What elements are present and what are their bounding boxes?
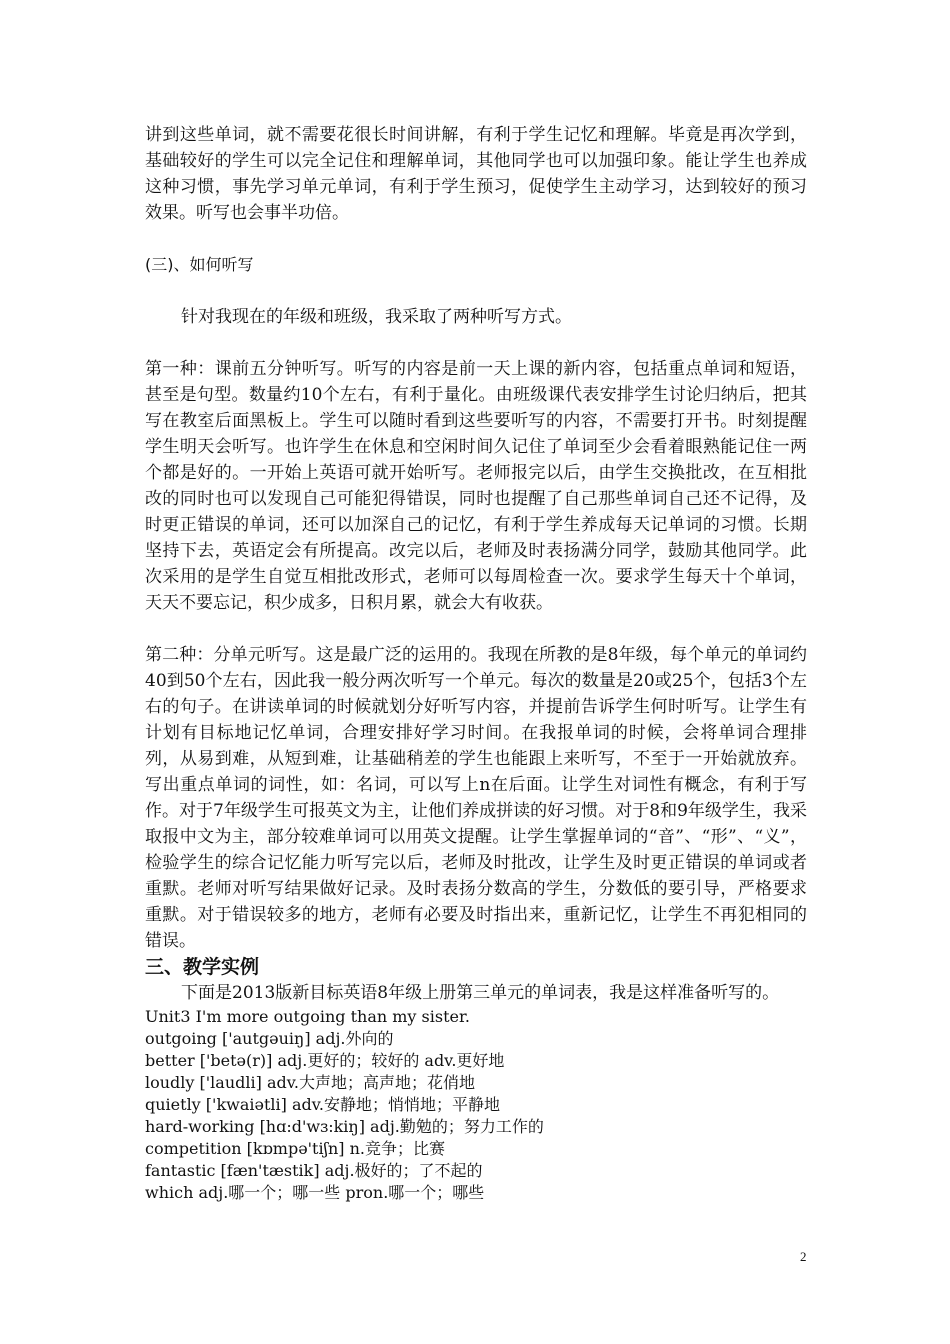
vocab-line: Unit3 I'm more outgoing than my sister. [145, 1007, 470, 1026]
paragraph-two-methods: 针对我现在的年级和班级，我采取了两种听写方式。 [181, 307, 572, 327]
vocab-line: competition [kɒmpə'tiʃn] n.竞争；比赛 [145, 1139, 445, 1158]
page-content [145, 122, 807, 1204]
vocab-line: hard-working [hɑ:d'wɜ:kiŋ] adj.勤勉的；努力工作的 [145, 1117, 544, 1136]
paragraph-intro: 讲到这些单词，就不需要花很长时间讲解，有利于学生记忆和理解。毕竟是再次学到，基础较好的学生可以完全记住和理解单词，其他同学也可以加强印象。能让学生也养成这种习惯，事先学习单元单词，有利于学生预习，促使学生主动学习，达到较好的预习效果。听写也会事半功倍。 [145, 125, 807, 223]
vocab-line: which adj.哪一个；哪一些 pron.哪一个；哪些 [145, 1183, 485, 1202]
vocab-line: loudly ['laudli] adv.大声地；高声地；花俏地 [145, 1073, 475, 1092]
vocab-line: outgoing ['autgəuiŋ] adj.外向的 [145, 1029, 394, 1048]
paragraph-example-intro: 下面是2013版新目标英语8年级上册第三单元的单词表，我是这样准备听写的。 [181, 983, 780, 1003]
page-number: 2 [800, 1249, 807, 1264]
vocab-line: quietly ['kwaiətli] adv.安静地；悄悄地；平静地 [145, 1095, 500, 1114]
paragraph-method-one: 第一种：课前五分钟听写。听写的内容是前一天上课的新内容，包括重点单词和短语，甚至是句型。数量约10个左右，有利于量化。由班级课代表安排学生讨论归纳后，把其写在教室后面黑板上。学生可以随时看到这些要听写的内容，不需要打开书。时刻提醒学生明天会听写。也许学生在休息和空闲时间久记住了单词至少会看着眼熟能记住一两个都是好的。一开始上英语可就开始听写。老师报完以后，由学生交换批改，在互相批改的同时也可以发现自己可能犯得错误，同时也提醒了自己那些单词自己还不记得，及时更正错误的单词，还可以加深自己的记忆，有利于学生养成每天记单词的习惯。长期坚持下去，英语定会有所提高。改完以后，老师及时表扬满分同学，鼓励其他同学。此次采用的是学生自觉互相批改形式，老师可以每周检查一次。要求学生每天十个单词，天天不要忘记，积少成多，日积月累，就会大有收获。 [145, 359, 807, 613]
vocab-line: better ['betə(r)] adj.更好的；较好的 adv.更好地 [145, 1051, 505, 1070]
vocabulary-list [145, 1006, 807, 1204]
vocab-line: fantastic [fæn'tæstik] adj.极好的；了不起的 [145, 1161, 483, 1180]
section-heading-how-to-dictate: (三)、如何听写 [145, 255, 254, 274]
paragraph-method-two: 第二种：分单元听写。这是最广泛的运用的。我现在所教的是8年级，每个单元的单词约40到50个左右，因此我一般分两次听写一个单元。每次的数量是20或25个，包括3个左右的句子。在讲读单词的时候就划分好听写内容，并提前告诉学生何时听写。让学生有计划有目标地记忆单词，合理安排好学习时间。在我报单词的时候，会将单词合理排列，从易到难，从短到难，让基础稍差的学生也能跟上来听写，不至于一开始就放弃。写出重点单词的词性，如：名词，可以写上n在后面。让学生对词性有概念，有利于写作。对于7年级学生可报英文为主，让他们养成拼读的好习惯。对于8和9年级学生，我采取报中文为主，部分较难单词可以用英文提醒。让学生掌握单词的“音”、“形”、“义”，检验学生的综合记忆能力听写完以后，老师及时批改，让学生及时更正错误的单词或者重默。老师对听写结果做好记录。及时表扬分数高的学生，分数低的要引导，严格要求重默。对于错误较多的地方，老师有必要及时指出来，重新记忆，让学生不再犯相同的错误。 [145, 645, 807, 951]
section-heading-teaching-example: 三、教学实例 [145, 956, 260, 978]
